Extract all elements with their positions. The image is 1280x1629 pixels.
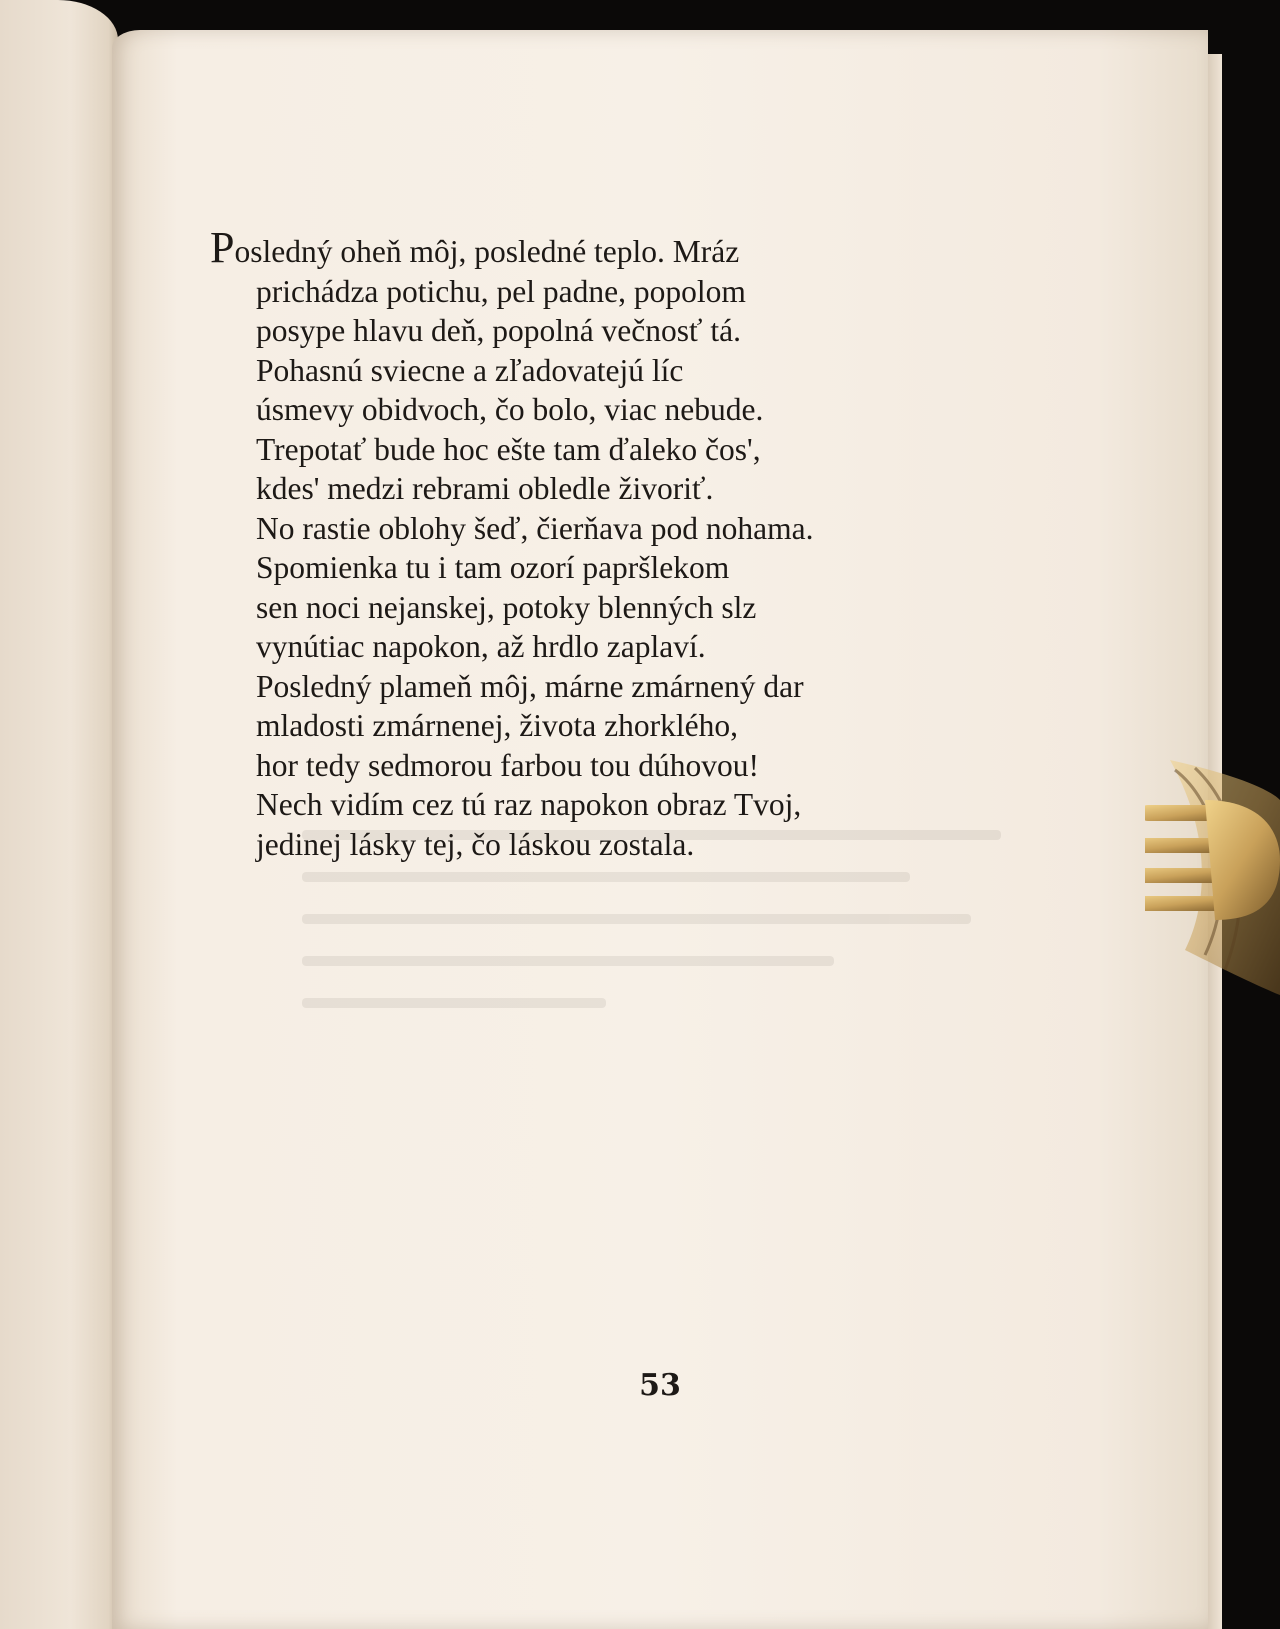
- page-number: 53: [639, 1368, 681, 1403]
- poem-line: Pohasnú sviecne a zľadovatejú líc: [256, 352, 684, 388]
- poem-line: kdes' medzi rebrami obledle živoriť.: [256, 471, 714, 506]
- poem-line: Posledný plameň môj, márne zmárnený dar: [256, 668, 804, 704]
- poem-line: hor tedy sedmorou farbou tou dúhovou!: [256, 747, 760, 783]
- poem-line: Nech vidím cez tú raz napokon obraz Tvoj,: [256, 787, 802, 822]
- show-through-text: [302, 830, 1062, 1070]
- poem: [210, 223, 970, 864]
- poem-line: Spomienka tu i tam ozorí papršlekom: [256, 550, 730, 585]
- poem-line: jedinej lásky tej, čo láskou zostala.: [256, 826, 695, 862]
- poem-line: Trepotať bude hoc ešte tam ďaleko čos',: [256, 431, 761, 467]
- first-line-text: osledný oheň môj, posledné teplo. Mráz: [234, 234, 740, 269]
- poem-line: posype hlavu deň, popolná večnosť tá.: [256, 313, 741, 348]
- drop-cap: P: [210, 223, 235, 272]
- poem-line: prichádza potichu, pel padne, popolom: [256, 273, 746, 309]
- poem-line: mladosti zmárnenej, života zhorklého,: [256, 708, 738, 743]
- poem-line: úsmevy obidvoch, čo bolo, viac nebude.: [256, 392, 764, 427]
- poem-line: vynútiac napokon, až hrdlo zaplaví.: [256, 629, 706, 664]
- poem-line: No rastie oblohy šeď, čierňava pod nohama.: [256, 510, 814, 546]
- hand-clip-icon: [1145, 760, 1280, 1000]
- poem-line-1: [210, 223, 970, 272]
- poem-line: sen noci nejanskej, potoky blenných slz: [256, 589, 757, 625]
- previous-page-edge: [0, 0, 118, 1629]
